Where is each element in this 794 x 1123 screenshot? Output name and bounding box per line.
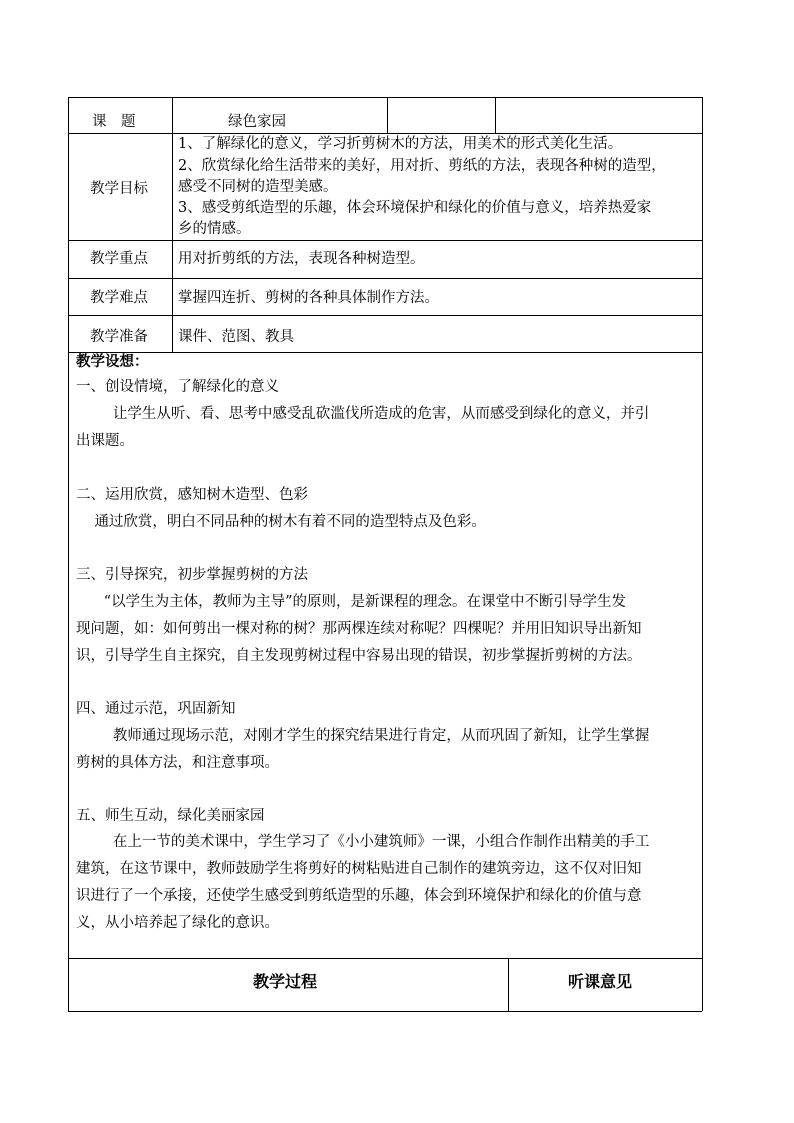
header-divider-2 bbox=[495, 97, 496, 133]
row-divider-footer bbox=[68, 958, 702, 959]
row-divider-key-point bbox=[68, 240, 702, 241]
objectives-label: 教学目标 bbox=[90, 181, 148, 197]
label-column-divider bbox=[172, 97, 173, 352]
section-body: 让学生从听、看、思考中感受乱砍滥伐所造成的危害，从而感受到绿化的意义，并引 出课题。 bbox=[76, 406, 650, 449]
preparation-label: 教学准备 bbox=[90, 329, 148, 345]
objective-line: 1、了解绿化的意义，学习折剪树木的方法，用美术的形式美化生活。 bbox=[178, 136, 623, 152]
objective-line: 3、感受剪纸造型的乐趣，体会环境保护和绿化的价值与意义，培养热爱家 bbox=[178, 200, 652, 216]
objective-line: 感受不同树的造型美感。 bbox=[178, 179, 338, 195]
objective-line: 乡的情感。 bbox=[178, 221, 251, 237]
section-body: 通过欣赏，明白不同品种的树木有着不同的造型特点及色彩。 bbox=[76, 514, 486, 530]
row-divider-difficulty bbox=[68, 278, 702, 279]
table-border-right bbox=[702, 97, 703, 1011]
table-border-bottom bbox=[68, 1011, 702, 1012]
section-body: 教师通过现场示范，对刚才学生的探究结果进行肯定，从而巩固了新知，让学生掌握 剪树的具体方法，和注意事项。 bbox=[76, 728, 650, 771]
key-point-label: 教学重点 bbox=[90, 251, 148, 267]
section-title: 二、运用欣赏，感知树木造型、色彩 bbox=[76, 487, 308, 503]
preparation-value: 课件、范图、教具 bbox=[178, 329, 294, 345]
row-divider-preparation bbox=[68, 315, 702, 316]
design-heading: 教学设想： bbox=[76, 353, 149, 370]
table-border-top bbox=[68, 97, 702, 98]
process-label: 教学过程 bbox=[253, 972, 318, 991]
section-title: 四、通过示范，巩固新知 bbox=[76, 701, 236, 717]
section-body: “以学生为主体，教师为主导”的原则，是新课程的理念。在课堂中不断引导学生发 现问题，如：如何剪出一棵对称的树？那两棵连续对称呢？四棵呢？并用旧知识导出新知 识，引导学生自主探究，自主发现剪树过程中容易出现的错误，初步掌握折剪树的方法。 bbox=[76, 594, 642, 664]
section-body: 在上一节的美术课中，学生学习了《小小建筑师》一课，小组合作制作出精美的手工 建筑，在这节课中，教师鼓励学生将剪好的树粘贴进自己制作的建筑旁边，这不仅对旧知 识进行了一个承接，还使学生感受到剪纸造型的乐趣，体会到环境保护和绿化的价值与意 义，从小培养起了绿化的意识。 bbox=[76, 834, 650, 931]
key-point-value: 用对折剪纸的方法，表现各种树造型。 bbox=[178, 251, 425, 267]
section-title: 三、引导探究，初步掌握剪树的方法 bbox=[76, 567, 308, 583]
table-border-left bbox=[68, 97, 69, 1011]
difficulty-value: 掌握四连折、剪树的各种具体制作方法。 bbox=[178, 290, 439, 306]
header-divider-1 bbox=[387, 97, 388, 133]
section-title: 五、师生互动，绿化美丽家园 bbox=[76, 808, 265, 824]
row-divider-design bbox=[68, 352, 702, 353]
footer-column-divider bbox=[508, 958, 509, 1011]
objective-line: 2、欣赏绿化给生活带来的美好，用对折、剪纸的方法，表现各种树的造型， bbox=[178, 158, 666, 174]
opinion-label: 听课意见 bbox=[568, 972, 633, 991]
section-title: 一、创设情境，了解绿化的意义 bbox=[76, 379, 279, 395]
topic-label: 课 题 bbox=[92, 114, 136, 130]
topic-value: 绿色家园 bbox=[228, 114, 286, 130]
difficulty-label: 教学难点 bbox=[90, 290, 148, 306]
